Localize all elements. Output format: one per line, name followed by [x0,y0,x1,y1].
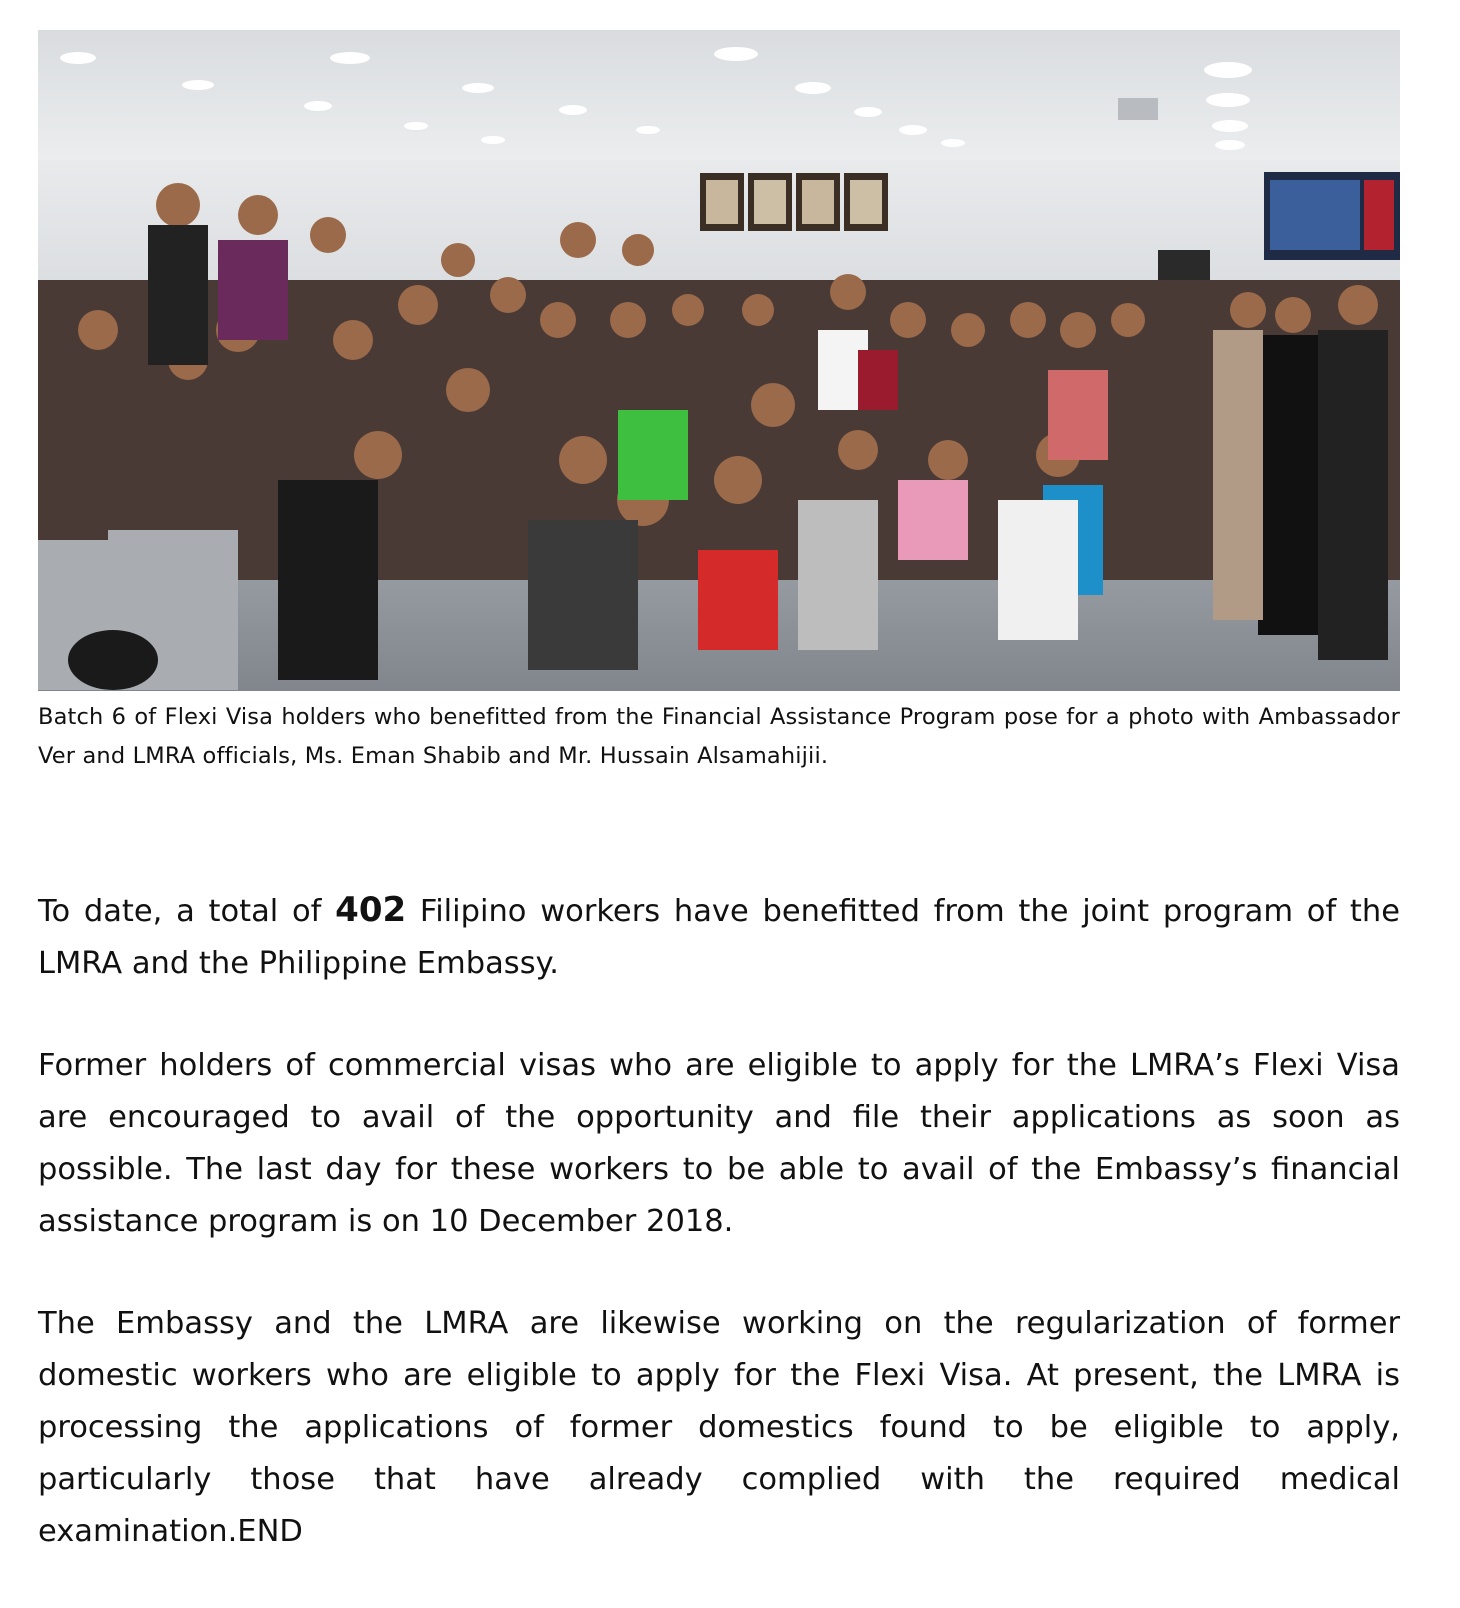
group-photo [38,30,1400,691]
photo-caption: Batch 6 of Flexi Visa holders who benefitted from the Financial Assistance Program pose for a photo with Ambassador Ver and LMRA officials, Ms. Eman Shabib and Mr. Hussain Alsamahijii. [38,704,1400,769]
paragraph-domestic-workers: The Embassy and the LMRA are likewise working on the regularization of former domestic workers who are eligible to apply for the Flexi Visa. At present, the LMRA is processing the applications of former domestics found to be eligible to apply, particularly those that have already complied with the required medical examination.END [38,1306,1400,1549]
article-body [38,884,1400,1608]
paragraph-1-tail: Filipino workers have benefitted from the joint program of the LMRA and the Philippine Embassy. [38,894,1400,981]
paragraph-total-beneficiaries [38,884,1400,990]
beneficiaries-count: 402 [335,890,407,930]
group-photo-icon [38,30,1400,691]
paragraph-1-lead: To date, a total of [38,894,336,929]
paragraph-commercial-visa-holders: Former holders of commercial visas who are eligible to apply for the LMRA’s Flexi Visa are encouraged to avail of the opportunity and file their applications as soon as possible. The last day for these workers to be able to avail of the Embassy’s financial assistance program is on 10 December 2018. [38,1048,1400,1239]
